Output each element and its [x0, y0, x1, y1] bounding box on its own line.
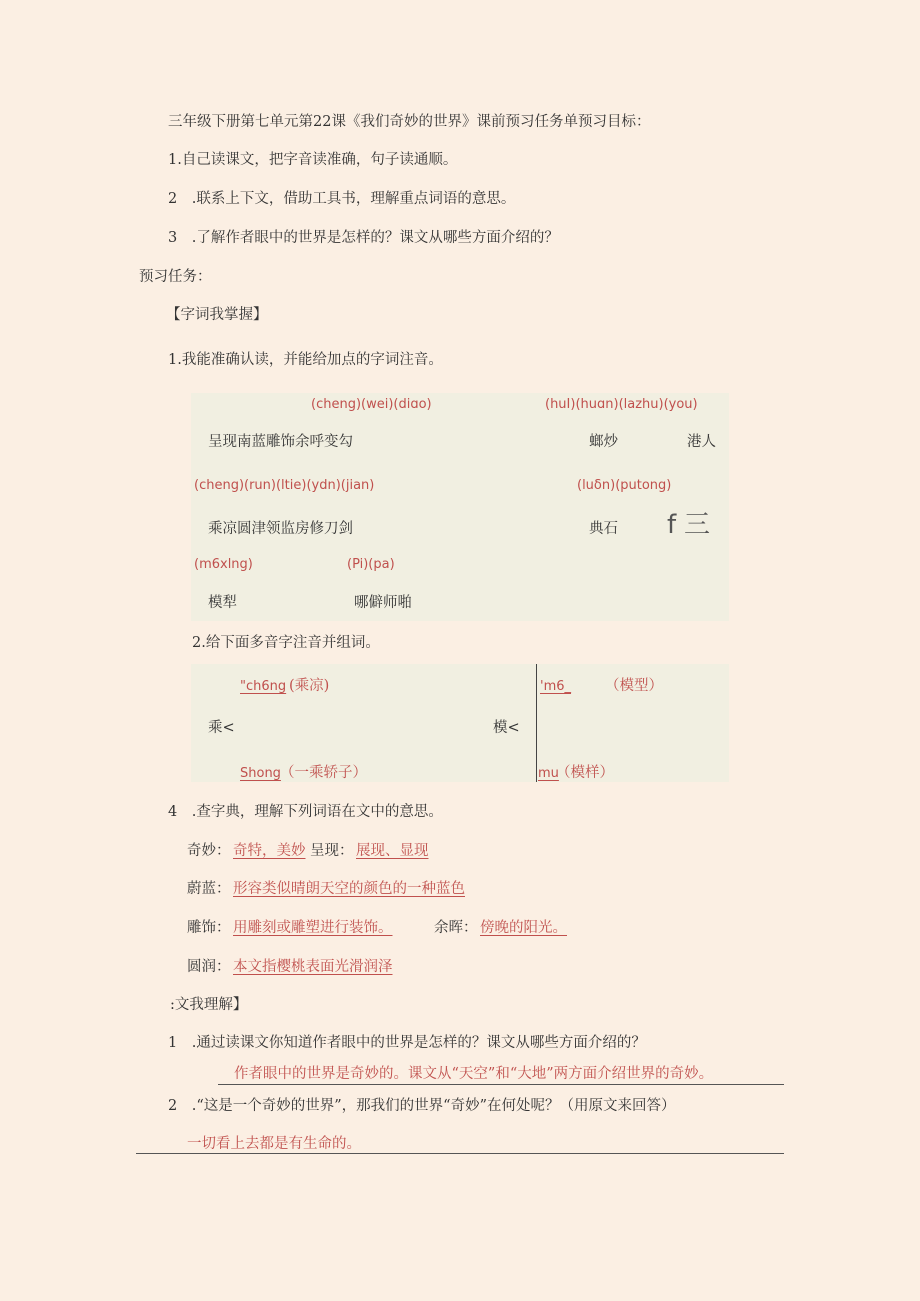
def-value-diaoshi: 用雕刻或雕塑进行装饰。	[233, 920, 393, 936]
poly-a-word-2: （一乘轿子）	[280, 765, 367, 781]
question-4: 4 .查字典，理解下列词语在文中的意思。	[168, 804, 443, 820]
poly-b-pinyin-2: mu	[538, 766, 559, 781]
divider-line	[536, 664, 537, 782]
def-value-weilan: 形容类似晴朗天空的颜色的一种蓝色	[233, 881, 465, 897]
pinyin-row-1a: (cheng)(wei)(diɑo)	[311, 397, 432, 412]
poly-b-pinyin-1: 'm6_	[540, 679, 572, 694]
goal-2: 2 .联系上下文，借助工具书，理解重点词语的意思。	[168, 191, 516, 207]
reading-answer-1: 作者眼中的世界是奇妙的。课文从“天空”和“大地”两方面介绍世界的奇妙。	[234, 1066, 714, 1082]
poly-b-word-1: （模型）	[605, 678, 663, 694]
def-value-yuhui: 傍晚的阳光。	[480, 920, 567, 936]
def-label-weilan: 蔚蓝：	[187, 881, 231, 897]
word-row-1c: 港人	[687, 434, 716, 450]
question-2: 2.给下面多音字注音并组词。	[192, 635, 380, 651]
reading-question-1: 1 .通过读课文你知道作者眼中的世界是怎样的？课文从哪些方面介绍的？	[168, 1035, 646, 1051]
def-label-yuanrun: 圆润：	[187, 959, 231, 975]
goal-1: 1.自己读课文，把字音读准确，句子读通顺。	[168, 152, 458, 168]
pinyin-box	[191, 393, 729, 621]
poly-a-pinyin-1: "ch6ng	[240, 679, 287, 694]
pinyin-row-3b: (Pi)(pa)	[347, 557, 395, 572]
poly-b-word-2: （模样）	[556, 765, 614, 781]
word-row-2c-char: 三	[684, 510, 711, 540]
def-label-yuhui: 余晖：	[434, 920, 478, 936]
word-row-2b: 典石	[589, 521, 618, 537]
def-value-qimiao: 奇特，美妙	[233, 843, 306, 859]
pinyin-row-2b: (luδn)(putong)	[577, 478, 672, 493]
poly-b-char: 模<	[493, 720, 520, 736]
pinyin-row-3a: (m6xlng)	[194, 557, 253, 572]
pinyin-row-2a: (cheng)(run)(ltie)(ydn)(jian)	[194, 478, 375, 493]
word-row-2c-glyph: f	[667, 510, 677, 540]
word-row-3b: 哪僻师啪	[354, 595, 412, 611]
def-label-chengxian: 呈现：	[310, 843, 354, 859]
poly-a-pinyin-2: Shong	[240, 766, 281, 781]
def-label-qimiao: 奇妙：	[187, 843, 231, 859]
word-row-2a: 乘凉圆津领监房修刀剑	[208, 521, 353, 537]
word-row-3a: 模犁	[208, 595, 237, 611]
poly-a-word-1: (乘凉)	[289, 678, 330, 694]
question-1: 1.我能准确认读，并能给加点的字词注音。	[168, 352, 443, 368]
word-row-1a: 呈现南蓝雕饰余呼变勾	[208, 434, 353, 450]
word-row-1b: 螂炒	[589, 434, 618, 450]
reading-answer-2: 一切看上去都是有生命的。	[187, 1136, 361, 1152]
answer-2-line	[136, 1153, 784, 1154]
reading-question-2: 2 .“这是一个奇妙的世界”，那我们的世界“奇妙”在何处呢？（用原文来回答）	[168, 1098, 676, 1114]
pinyin-row-1b: (huI)(huɑn)(lazhu)(you)	[545, 397, 698, 412]
goal-3: 3 .了解作者眼中的世界是怎样的？课文从哪些方面介绍的？	[168, 230, 559, 246]
answer-1-line	[218, 1084, 784, 1085]
def-label-diaoshi: 雕饰：	[187, 920, 231, 936]
section-title-words: 【字词我掌握】	[166, 307, 268, 323]
section-title-reading: :文我理解】	[170, 997, 248, 1013]
def-value-yuanrun: 本文指樱桃表面光滑润泽	[233, 959, 393, 975]
poly-a-char: 乘<	[208, 720, 235, 736]
def-value-chengxian: 展现、显现	[356, 843, 429, 859]
page-header: 三年级下册第七单元第22课《我们奇妙的世界》课前预习任务单预习目标：	[168, 114, 651, 130]
tasks-title: 预习任务：	[139, 269, 212, 285]
